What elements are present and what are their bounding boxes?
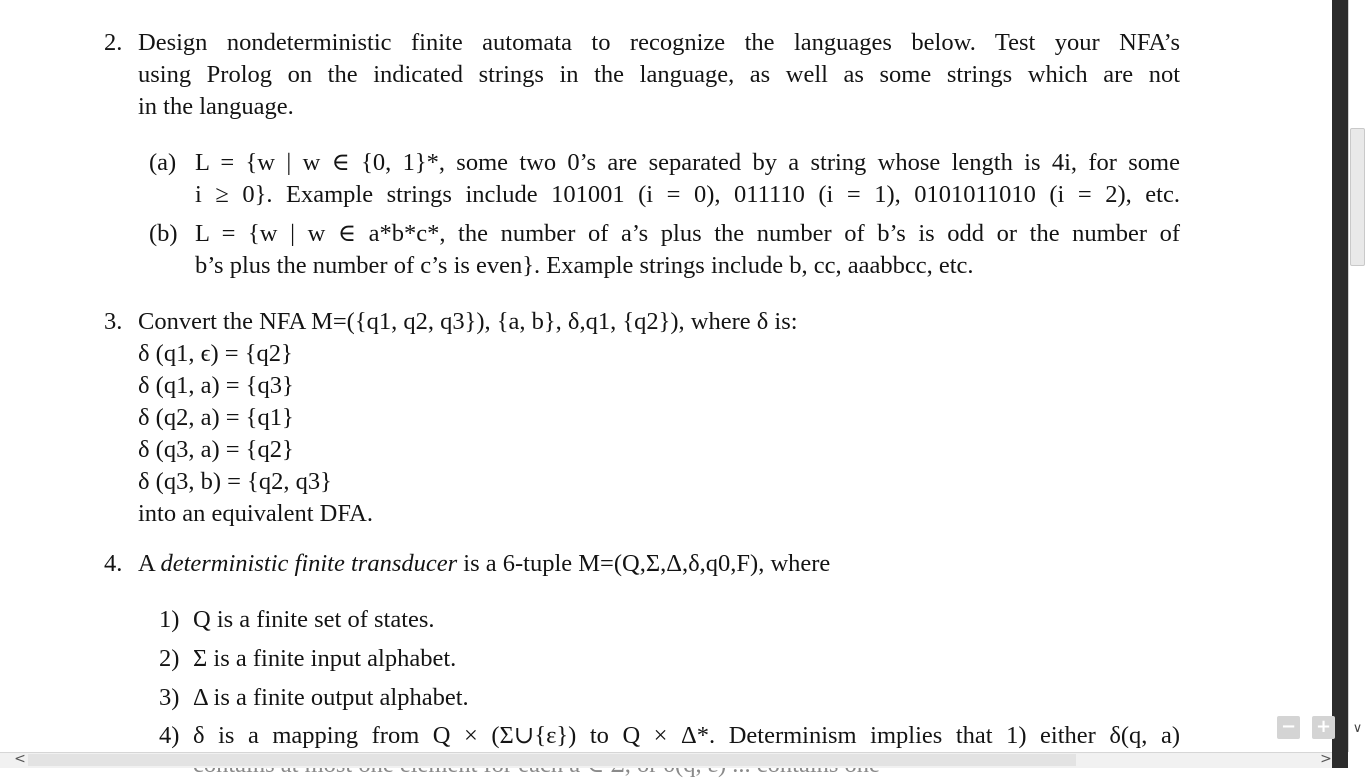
item-4-sub-4-text: δ is a mapping from Q × (Σ∪{ε}) to Q × Δ*. Determinism implies that 1) either δ(q, a) — [193, 722, 1180, 749]
item-4-sub-1-number: 1) — [159, 606, 180, 633]
item-4-intro-term: deterministic finite transducer — [160, 550, 458, 577]
scroll-right-icon[interactable]: > — [1320, 751, 1332, 767]
item-2a-label: (a) — [149, 149, 177, 176]
item-4-intro-a: A — [138, 550, 161, 577]
item-4-number: 4. — [104, 550, 123, 577]
horizontal-scrollbar-thumb[interactable] — [28, 754, 1076, 766]
transition-1: δ (q1, ϵ) = {q2} — [138, 340, 293, 367]
transition-3: δ (q2, a) = {q1} — [138, 404, 294, 431]
item-4-sub-3-text: Δ is a finite output alphabet. — [193, 684, 469, 711]
item-2-line-1: Design nondeterministic finite automata to recognize the languages below. Test your NFA’s — [138, 29, 1180, 56]
zoom-out-button[interactable]: − — [1277, 716, 1300, 739]
item-4-sub-4-number: 4) — [159, 722, 180, 749]
zoom-in-button[interactable]: + — [1312, 716, 1335, 739]
item-4-sub-3-number: 3) — [159, 684, 180, 711]
transition-2: δ (q1, a) = {q3} — [138, 372, 294, 399]
scrollbar-gutter — [1332, 0, 1348, 768]
item-4-sub-2-text: Σ is a finite input alphabet. — [193, 645, 457, 672]
item-3-outro: into an equivalent DFA. — [138, 500, 373, 527]
vertical-scrollbar-thumb[interactable] — [1350, 128, 1365, 266]
item-2b-line-2: b’s plus the number of c’s is even}. Example strings include b, cc, aaabbcc, etc. — [195, 252, 974, 279]
scroll-down-icon[interactable]: ∨ — [1352, 721, 1363, 736]
item-4-sub-1-text: Q is a finite set of states. — [193, 606, 435, 633]
item-2a-line-2: i ≥ 0}. Example strings include 101001 (i = 0), 011110 (i = 1), 0101011010 (i = 2), etc. — [195, 181, 1180, 208]
item-2b-label: (b) — [149, 220, 178, 247]
transition-5: δ (q3, b) = {q2, q3} — [138, 468, 332, 495]
scroll-left-icon[interactable]: < — [14, 751, 26, 767]
item-4-intro-b: is a 6-tuple M=(Q,Σ,Δ,δ,q0,F), where — [457, 550, 831, 577]
item-2-line-3: in the language. — [138, 93, 294, 120]
vertical-scrollbar-track[interactable] — [1348, 0, 1366, 752]
item-4-sub-2-number: 2) — [159, 645, 180, 672]
item-2a-line-1: L = {w | w ∈ {0, 1}*, some two 0’s are separated by a string whose length is 4i, for some — [195, 149, 1180, 176]
item-2-line-2: using Prolog on the indicated strings in the language, as well as some strings which are not — [138, 61, 1180, 88]
transition-4: δ (q3, a) = {q2} — [138, 436, 294, 463]
item-4-intro — [138, 549, 830, 579]
item-3-number: 3. — [104, 308, 123, 335]
item-3-intro: Convert the NFA M=({q1, q2, q3}), {a, b}, δ,q1, {q2}), where δ is: — [138, 308, 798, 335]
item-2b-line-1: L = {w | w ∈ a*b*c*, the number of a’s plus the number of b’s is odd or the number of — [195, 220, 1180, 247]
item-2-number: 2. — [104, 29, 123, 56]
